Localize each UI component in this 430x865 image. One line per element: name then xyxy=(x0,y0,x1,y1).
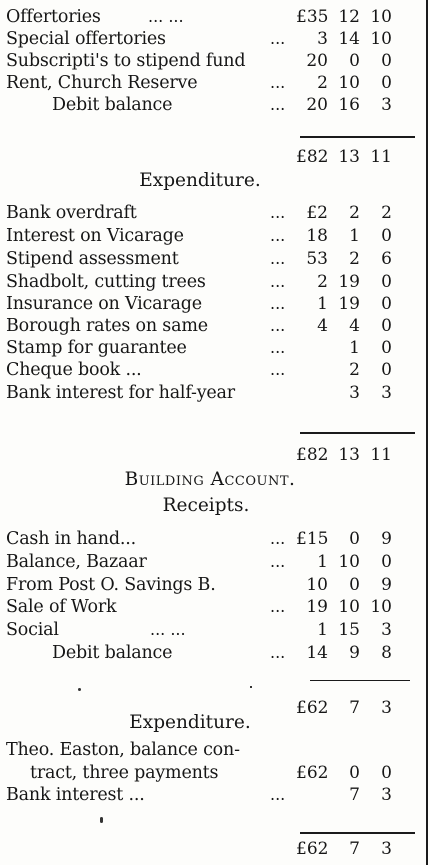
pence-value: 10 xyxy=(370,597,392,617)
building-receipts-row xyxy=(0,574,420,596)
expenditure-row xyxy=(0,315,420,337)
leader-dots: ... xyxy=(270,226,286,245)
pence-value: 8 xyxy=(381,643,392,663)
leader-dots: ... xyxy=(270,529,286,548)
shillings-value: 12 xyxy=(338,7,360,27)
pence-value: 0 xyxy=(381,338,392,358)
shillings-total: 13 xyxy=(338,445,360,465)
line-label: Debit balance xyxy=(52,643,173,663)
pence-value: 0 xyxy=(381,763,392,783)
shillings-value: 2 xyxy=(349,249,360,269)
pounds-value: £2 xyxy=(306,203,328,223)
building-receipts-row xyxy=(0,551,420,573)
line-label: Cash in hand... xyxy=(6,529,136,549)
leader-dots: ... xyxy=(270,785,286,804)
pounds-total: £82 xyxy=(296,445,329,465)
leader-dots: ... xyxy=(270,29,286,48)
receipts-row xyxy=(0,50,420,72)
line-label: Borough rates on same xyxy=(6,316,208,336)
shillings-value: 14 xyxy=(338,29,360,49)
line-label: Balance, Bazaar xyxy=(6,552,147,572)
pence-total: 11 xyxy=(370,445,392,465)
leader-dots: ... xyxy=(270,203,286,222)
pence-value: 10 xyxy=(370,7,392,27)
leader-dots: ... xyxy=(270,249,286,268)
leader-dots: ... xyxy=(270,338,286,357)
pounds-value: 53 xyxy=(306,249,328,269)
shillings-value: 2 xyxy=(349,360,360,380)
pounds-value: 2 xyxy=(317,73,328,93)
total-rule-3 xyxy=(310,680,410,681)
receipts-row xyxy=(0,72,420,94)
line-label: Theo. Easton, balance con- xyxy=(6,740,240,760)
pounds-value: 14 xyxy=(306,643,328,663)
pounds-value: 3 xyxy=(317,29,328,49)
expenditure-row xyxy=(0,271,420,293)
shillings-value: 10 xyxy=(338,597,360,617)
total-rule-2 xyxy=(300,432,415,434)
line-label: Interest on Vicarage xyxy=(6,226,184,246)
ink-speck xyxy=(100,817,103,823)
pence-total: 3 xyxy=(381,698,392,718)
expenditure-row xyxy=(0,337,420,359)
shillings-value: 19 xyxy=(338,294,360,314)
pence-total: 11 xyxy=(370,147,392,167)
line-label: Sale of Work xyxy=(6,597,117,617)
pence-total: 3 xyxy=(381,839,392,859)
expenditure-total xyxy=(0,444,420,466)
line-label: Stipend assessment xyxy=(6,249,179,269)
line-label: tract, three payments xyxy=(30,763,219,783)
pence-value: 0 xyxy=(381,316,392,336)
receipts-row xyxy=(0,6,420,28)
shillings-value: 0 xyxy=(349,575,360,595)
ink-speck xyxy=(78,688,81,691)
shillings-value: 16 xyxy=(338,95,360,115)
pence-value: 3 xyxy=(381,620,392,640)
building-receipts-row xyxy=(0,528,420,550)
leader-dots: ... xyxy=(270,95,286,114)
receipts-row xyxy=(0,28,420,50)
line-label: Subscripti's to stipend fund xyxy=(6,51,246,71)
pence-value: 3 xyxy=(381,383,392,403)
pence-value: 0 xyxy=(381,552,392,572)
expenditure-row xyxy=(0,225,420,247)
pounds-value: 19 xyxy=(306,597,328,617)
shillings-value: 9 xyxy=(349,643,360,663)
building-expenditure-row xyxy=(0,739,420,761)
shillings-value: 0 xyxy=(349,529,360,549)
pence-value: 0 xyxy=(381,51,392,71)
shillings-total: 7 xyxy=(349,698,360,718)
line-label: Social xyxy=(6,620,59,640)
pence-value: 9 xyxy=(381,575,392,595)
line-label: From Post O. Savings B. xyxy=(6,575,216,595)
line-label: Bank overdraft xyxy=(6,203,137,223)
leader-dots: ... ... xyxy=(148,7,184,26)
shillings-value: 19 xyxy=(338,272,360,292)
pounds-total: £62 xyxy=(296,839,329,859)
building-expenditure-total xyxy=(0,838,420,860)
total-rule-1 xyxy=(300,136,415,138)
shillings-value: 2 xyxy=(349,203,360,223)
pounds-value: £35 xyxy=(296,7,329,27)
line-label: Shadbolt, cutting trees xyxy=(6,272,206,292)
leader-dots: ... xyxy=(270,643,286,662)
leader-dots: ... xyxy=(270,294,286,313)
line-label: Bank interest for half-year xyxy=(6,383,235,403)
building-receipts-row xyxy=(0,619,420,641)
building-expenditure-row xyxy=(0,784,420,806)
page-edge-rule xyxy=(426,0,428,865)
pence-value: 9 xyxy=(381,529,392,549)
pence-value: 3 xyxy=(381,95,392,115)
leader-dots: ... xyxy=(270,360,286,379)
leader-dots: ... xyxy=(270,316,286,335)
pence-value: 0 xyxy=(381,226,392,246)
shillings-total: 7 xyxy=(349,839,360,859)
pence-value: 2 xyxy=(381,203,392,223)
building-expenditure-row xyxy=(0,762,420,784)
pence-value: 10 xyxy=(370,29,392,49)
total-rule-4 xyxy=(300,832,415,834)
shillings-value: 1 xyxy=(349,338,360,358)
pence-value: 6 xyxy=(381,249,392,269)
pounds-value: 1 xyxy=(317,552,328,572)
pence-value: 3 xyxy=(381,785,392,805)
shillings-value: 1 xyxy=(349,226,360,246)
pounds-value: 10 xyxy=(306,575,328,595)
receipts-row xyxy=(0,94,420,116)
pounds-value: 1 xyxy=(317,620,328,640)
line-label: Debit balance xyxy=(52,95,173,115)
pounds-value: 1 xyxy=(317,294,328,314)
receipts-total xyxy=(0,146,420,168)
pence-value: 0 xyxy=(381,73,392,93)
shillings-value: 7 xyxy=(349,785,360,805)
pounds-total: £82 xyxy=(296,147,329,167)
leader-dots: ... xyxy=(270,597,286,616)
line-label: Special offertories xyxy=(6,29,166,49)
expenditure-row xyxy=(0,382,420,404)
pence-value: 0 xyxy=(381,360,392,380)
pounds-value: 20 xyxy=(306,51,328,71)
expenditure-row xyxy=(0,202,420,224)
pounds-value: 4 xyxy=(317,316,328,336)
shillings-value: 0 xyxy=(349,51,360,71)
shillings-value: 10 xyxy=(338,552,360,572)
shillings-value: 3 xyxy=(349,383,360,403)
shillings-value: 10 xyxy=(338,73,360,93)
pounds-value: £15 xyxy=(296,529,329,549)
leader-dots: ... xyxy=(270,552,286,571)
shillings-value: 4 xyxy=(349,316,360,336)
line-label: Stamp for guarantee xyxy=(6,338,187,358)
building-account-heading: Building Account. xyxy=(124,469,296,490)
shillings-value: 15 xyxy=(338,620,360,640)
pounds-value: 20 xyxy=(306,95,328,115)
ink-speck xyxy=(250,686,252,688)
building-receipts-row xyxy=(0,642,420,664)
pence-value: 0 xyxy=(381,294,392,314)
expenditure-row xyxy=(0,293,420,315)
shillings-value: 0 xyxy=(349,763,360,783)
pounds-value: 2 xyxy=(317,272,328,292)
receipts-heading: Receipts. xyxy=(162,495,250,516)
leader-dots: ... ... xyxy=(150,620,186,639)
line-label: Insurance on Vicarage xyxy=(6,294,202,314)
pounds-total: £62 xyxy=(296,698,329,718)
line-label: Cheque book ... xyxy=(6,360,142,380)
line-label: Rent, Church Reserve xyxy=(6,73,198,93)
pounds-value: 18 xyxy=(306,226,328,246)
line-label: Bank interest ... xyxy=(6,785,145,805)
expenditure-row xyxy=(0,359,420,381)
building-receipts-row xyxy=(0,596,420,618)
expenditure-row xyxy=(0,248,420,270)
leader-dots: ... xyxy=(270,272,286,291)
pence-value: 0 xyxy=(381,272,392,292)
building-expenditure-heading: Expenditure. xyxy=(129,712,251,733)
leader-dots: ... xyxy=(270,73,286,92)
shillings-total: 13 xyxy=(338,147,360,167)
pounds-value: £62 xyxy=(296,763,329,783)
line-label: Offertories xyxy=(6,7,101,27)
expenditure-heading: Expenditure. xyxy=(139,170,261,191)
